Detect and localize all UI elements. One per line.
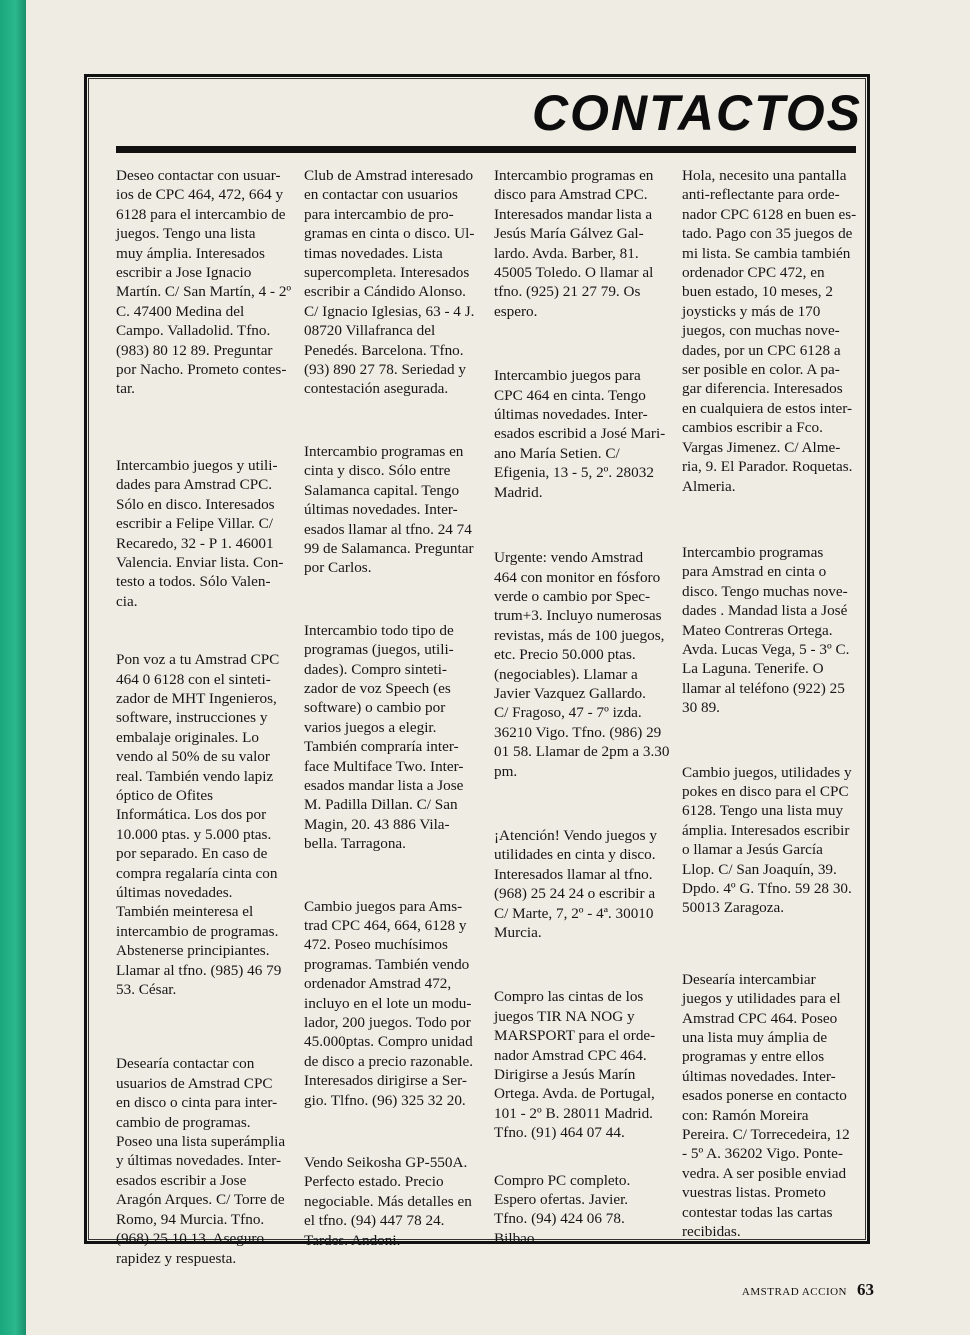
classified-ad: Compro las cintas de los juegos TIR NA NOG y MARSPORT para el orde- nador Amstrad CPC 464. Dirigirse a Jesús Marín Ortega. Avda. de Portugal, 101 - 2º B. 28011 Madrid. Tfno. (91) 464 07 44.	[494, 988, 656, 1142]
title-rule	[116, 146, 856, 153]
column-1	[116, 166, 292, 1268]
classified-ad: Pon voz a tu Amstrad CPC 464 0 6128 con el sinteti- zador de MHT Ingenieros, software, instrucciones y embalaje originales. Lo vendo al 50% de su valor real. También vendo lapiz óptico de Ofites Informática. Los dos por 10.000 ptas. y 5.000 ptas. por separado. En caso de compra regalaría cinta con últimas novedades. También meinteresa el intercambio de programas. Abstenerse principiantes. Llamar al tfno. (985) 46 79 53. César.	[116, 651, 282, 999]
classified-ad: Intercambio juegos para CPC 464 en cinta. Tengo últimas novedades. Inter- esados escribid a José Mari- ano María Setien. C/ Efigenia, 13 - 5, 2º. 28032 Madrid.	[494, 367, 666, 501]
classified-ad: Intercambio juegos y utili- dades para Amstrad CPC. Sólo en disco. Interesados escribir a Felipe Villar. C/ Recaredo, 32 - P 1. 46001 Valencia. Enviar lista. Con- testo a todos. Sólo Valen- cia.	[116, 456, 284, 610]
classified-ad: Cambio juegos para Ams- trad CPC 464, 664, 6128 y 472. Poseo muchísimos programas. También vendo ordenador Amstrad 472, incluyo en el lote un modu- lador, 200 juegos. Todo por 45.000ptas. Compro unidad de disco a precio razonable. Interesados dirigirse a Ser- gio. Tlfno. (96) 325 32 20.	[304, 897, 474, 1109]
classified-ad: Deseo contactar con usuar- ios de CPC 464, 472, 664 y 6128 para el intercambio de juegos. Tengo una lista muy ámplia. Interesados escribir a Jose Ignacio Martín. C/ San Martín, 4 - 2º C. 47400 Medina del Campo. Valladolid. Tfno. (983) 80 12 89. Preguntar por Nacho. Prometo contes- tar.	[116, 167, 292, 398]
classified-ad: Cambio juegos, utilidades y pokes en disco para el CPC 6128. Tengo una lista muy ámplia. Interesados escribir o llamar a Jesús García Llop. C/ San Joaquín, 39. Dpdo. 4º G. Tfno. 59 28 30. 50013 Zaragoza.	[682, 763, 852, 917]
classified-ad: Intercambio programas para Amstrad en cinta o disco. Tengo muchas nove- dades . Mandad lista a José Mateo Contreras Ortega. Avda. Lucas Vega, 5 - 3º C. La Laguna. Tenerife. O llamar al teléfono (922) 25 30 89.	[682, 543, 850, 717]
classified-ad: Club de Amstrad interesado en contactar con usuarios para intercambio de pro- gramas en cinta o disco. Ul- timas novedades. Lista supercompleta. Interesados escribir a Cándido Alonso. C/ Ignacio Iglesias, 63 - 4 J. 08720 Villafranca del Penedés. Barcelona. Tfno. (93) 890 27 78. Seriedad y contestación asegurada.	[304, 167, 475, 398]
column-3	[494, 166, 670, 1248]
column-4	[682, 166, 858, 1242]
classified-ad: Desearía contactar con usuarios de Amstrad CPC en disco o cinta para inter- cambio de programas. Poseo una lista superámplia y últimas novedades. Inter- esados escribir a Jose Aragón Arques. C/ Torre de Romo, 94 Murcia. Tfno. (968) 25 10 13. Aseguro rapidez y respuesta.	[116, 1055, 286, 1267]
magazine-name: AMSTRAD ACCION	[741, 1286, 847, 1298]
classified-ad: Urgente: vendo Amstrad 464 con monitor en fósforo verde o cambio por Spec- trum+3. Incluyo numerosas revistas, más de 100 juegos, etc. Precio 50.000 ptas. (negociables). Llamar a Javier Vazquez Gallardo. C/ Fragoso, 47 - 7º izda. 36210 Vigo. Tfno. (986) 29 01 58. Llamar de 2pm a 3.30 pm.	[494, 549, 670, 780]
page-number: 63	[857, 1280, 874, 1299]
section-title: CONTACTOS	[531, 85, 862, 141]
classified-ad: Desearía intercambiar juegos y utilidades para el Amstrad CPC 464. Poseo una lista muy ámplia de programas y entre ellos últimas novedades. Inter- esados ponerse en contacto con: Ramón Moreira Pereira. C/ Torrecedeira, 12 - 5º A. 36202 Vigo. Ponte- vedra. A ser posible enviad vuestras listas. Prometo contestar todas las cartas recibidas.	[682, 970, 850, 1241]
binding-edge	[0, 0, 26, 1335]
classified-ad: Compro PC completo. Espero ofertas. Javier. Tfno. (94) 424 06 78. Bilbao.	[494, 1171, 631, 1247]
classified-ad: Intercambio programas en disco para Amstrad CPC. Interesados mandar lista a Jesús María Gálvez Gal- lardo. Avda. Barber, 81. 45005 Toledo. O llamar al tfno. (925) 21 27 79. Os espero.	[494, 167, 654, 320]
classified-ad: ¡Atención! Vendo juegos y utilidades en cinta y disco. Interesados llamar al tfno. (968) 25 24 24 o escribir a C/ Marte, 7, 2º - 4ª. 30010 Murcia.	[494, 826, 657, 941]
classified-ad: Vendo Seikosha GP-550A. Perfecto estado. Precio negociable. Más detalles en el tfno. (94) 447 78 24. Tardes. Andoni.	[304, 1154, 472, 1249]
page-footer	[742, 1280, 874, 1300]
classified-ad: Hola, necesito una pantalla anti-reflectante para orde- nador CPC 6128 en buen es- tado. Pago con 35 juegos de mi lista. Se cambia también ordenador CPC 472, en buen estado, 10 meses, 2 joysticks y más de 170 juegos, con muchas nove- dades, por un CPC 6128 a ser posible en color. A pa- gar diferencia. Interesados en cualquiera de estos inter- cambios escribir a Fco. Vargas Jimenez. C/ Alme- ria, 9. El Parador. Roquetas. Almeria.	[682, 167, 857, 495]
classified-ad: Intercambio todo tipo de programas (juegos, utili- dades). Compro sinteti- zador de voz Speech (es software) o cambio por varios juegos a elegir. También compraría inter- face Multiface Two. Inter- esados mandar lista a Jose M. Padilla Dillan. C/ San Magin, 20. 43 886 Vila- bella. Tarragona.	[304, 621, 464, 853]
column-2	[304, 166, 480, 1250]
classified-ad: Intercambio programas en cinta y disco. Sólo entre Salamanca capital. Tengo últimas novedades. Inter- esados llamar al tfno. 24 74 99 de Salamanca. Preguntar por Carlos.	[304, 442, 474, 577]
